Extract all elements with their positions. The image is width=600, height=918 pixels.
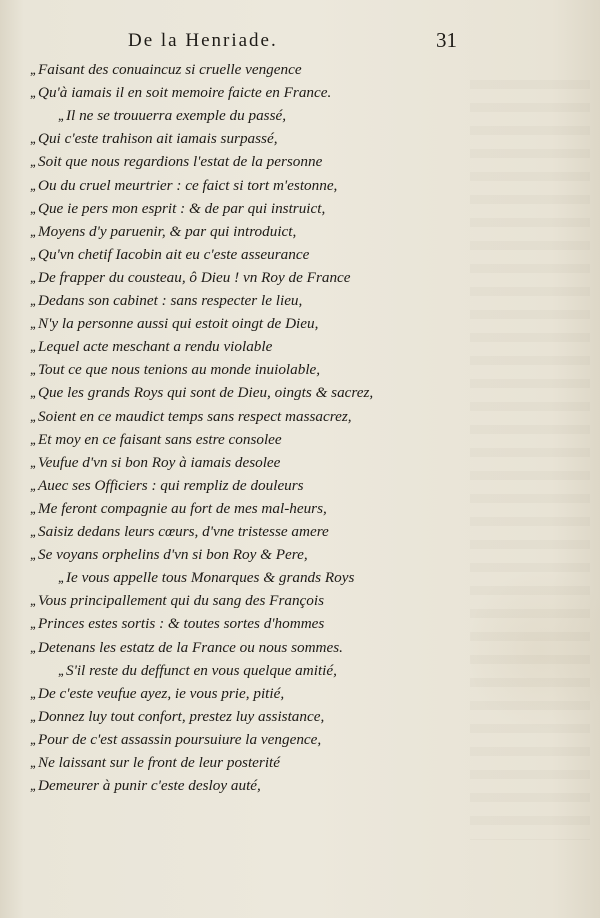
quote-mark: ,, [30, 640, 35, 656]
quote-mark: ,, [30, 294, 35, 309]
verse-text: Ne laissant sur le front de leur posterité [38, 754, 281, 771]
verse-text: Auec ses Officiers : qui rempliz de douleurs [38, 476, 304, 494]
verse-text: N'y la personne aussi qui estoit oingt de Dieu, [38, 315, 319, 333]
quote-mark: ,, [30, 548, 35, 564]
quote-mark: ,, [30, 386, 35, 402]
quote-mark: ,, [30, 501, 35, 517]
page-number: 31 [436, 28, 457, 52]
quote-mark: ,, [30, 686, 35, 702]
quote-mark: ,, [30, 178, 35, 194]
quote-mark: ,, [30, 756, 35, 771]
verse-text: Saisiz dedans leurs cœurs, d'vne tristesse amere [38, 523, 329, 540]
quote-mark: ,, [30, 432, 35, 448]
verse-text: Moyens d'y paruenir, & par qui introduict, [38, 222, 297, 240]
verse-line [30, 174, 337, 197]
running-title: De la Henriade. [128, 30, 278, 51]
verse-text: Faisant des conuaincuz si cruelle vengence [38, 61, 302, 78]
verse-line [30, 81, 331, 104]
quote-mark: ,, [58, 663, 63, 679]
verse-line [30, 589, 324, 612]
quote-mark: ,, [30, 525, 35, 540]
quote-mark: ,, [30, 594, 35, 610]
verse-text: Tout ce que nous tenions au monde inuiolable, [38, 361, 321, 379]
verse-line [30, 612, 324, 635]
quote-mark: ,, [30, 155, 35, 171]
quote-mark: ,, [30, 224, 35, 240]
verse-line [30, 451, 280, 474]
verse-line [30, 127, 278, 150]
verse-text: Detenans les estatz de la France ou nous sommes. [38, 638, 343, 656]
verse-line [30, 428, 282, 451]
verse-text: Qu'à iamais il en soit memoire faicte en France. [38, 84, 332, 102]
verse-text: Dedans son cabinet : sans respecter le lieu, [38, 292, 303, 309]
quote-mark: ,, [30, 617, 35, 633]
verse-text: Veufue d'vn si bon Roy à iamais desolee [38, 453, 281, 471]
quote-mark: ,, [30, 201, 35, 217]
quote-mark: ,, [30, 478, 35, 494]
quote-mark: ,, [30, 455, 35, 471]
verse-line [30, 289, 302, 312]
verse-line [58, 566, 354, 589]
verse-line [30, 335, 272, 358]
verse-text: Se voyans orphelins d'vn si bon Roy & Pere, [38, 546, 308, 564]
verse-line [30, 497, 327, 520]
verse-text: Qu'vn chetif Iacobin ait eu c'este asseurance [38, 245, 310, 263]
quote-mark: ,, [30, 709, 35, 725]
verse-text: Vous principallement qui du sang des François [38, 592, 325, 610]
verse-text: Lequel acte meschant a rendu violable [38, 338, 273, 356]
verse-text: Demeurer à punir c'este desloy auté, [38, 777, 261, 795]
verse-line [30, 474, 304, 497]
quote-mark: ,, [58, 571, 63, 587]
verse-line [30, 220, 296, 243]
quote-mark: ,, [30, 247, 35, 263]
verse-text: Soient en ce maudict temps sans respect massacrez, [38, 407, 352, 425]
verse-text: Que les grands Roys qui sont de Dieu, oingts & sacrez, [38, 384, 374, 402]
show-through-text [470, 80, 590, 840]
verse-line [30, 150, 322, 173]
verse-text: S'il reste du deffunct en vous quelque amitié, [66, 661, 337, 679]
verse-line [30, 774, 261, 797]
verse-line [30, 58, 302, 81]
verse-line [30, 243, 309, 266]
verse-text: Me feront compagnie au fort de mes mal-heurs, [38, 499, 327, 517]
verse-line [30, 705, 324, 728]
verse-text: Et moy en ce faisant sans estre consolee [38, 430, 282, 448]
verse-text: Que ie pers mon esprit : & de par qui instruict, [38, 199, 326, 217]
verse-text: Princes estes sortis : & toutes sortes d'hommes [38, 615, 325, 633]
quote-mark: ,, [30, 340, 35, 356]
quote-mark: ,, [30, 86, 35, 102]
verse-text: Donnez luy tout confort, prestez luy assistance, [38, 707, 325, 725]
verse-line [30, 381, 373, 404]
verse-line [30, 197, 325, 220]
quote-mark: ,, [30, 270, 35, 286]
verse-line [30, 728, 321, 751]
quote-mark: ,, [30, 317, 35, 333]
verse-line [58, 104, 286, 127]
quote-mark: ,, [30, 132, 35, 148]
verse-line [58, 659, 337, 682]
quote-mark: ,, [30, 363, 35, 379]
page-header [0, 26, 600, 56]
verse-line [30, 682, 284, 705]
verse-text: Soit que nous regardions l'estat de la personne [38, 153, 323, 171]
verse-text: Il ne se trouuerra exemple du passé, [66, 107, 287, 125]
verse-text: De c'este veufue ayez, ie vous prie, pitié, [38, 684, 285, 702]
verse-text: Pour de c'est assassin poursuiure la vengence, [38, 730, 322, 748]
paper-stain [470, 560, 600, 740]
verse-line [30, 543, 308, 566]
quote-mark: ,, [30, 732, 35, 748]
verse-line [30, 266, 351, 289]
verse-text: Qui c'este trahison ait iamais surpassé, [38, 130, 278, 148]
verse-line [30, 751, 280, 774]
quote-mark: ,, [30, 409, 35, 425]
verse-line [30, 312, 318, 335]
verse-line [30, 520, 329, 543]
quote-mark: ,, [30, 779, 35, 795]
verse-text: De frapper du cousteau, ô Dieu ! vn Roy de France [38, 268, 351, 286]
verse-line [30, 636, 343, 659]
verse-line [30, 405, 352, 428]
verse-text: Ou du cruel meurtrier : ce faict si tort m'estonne, [38, 176, 338, 194]
verse-text: Ie vous appelle tous Monarques & grands Roys [66, 569, 355, 587]
verse-line [30, 358, 320, 381]
quote-mark: ,, [30, 63, 35, 78]
quote-mark: ,, [58, 109, 63, 125]
